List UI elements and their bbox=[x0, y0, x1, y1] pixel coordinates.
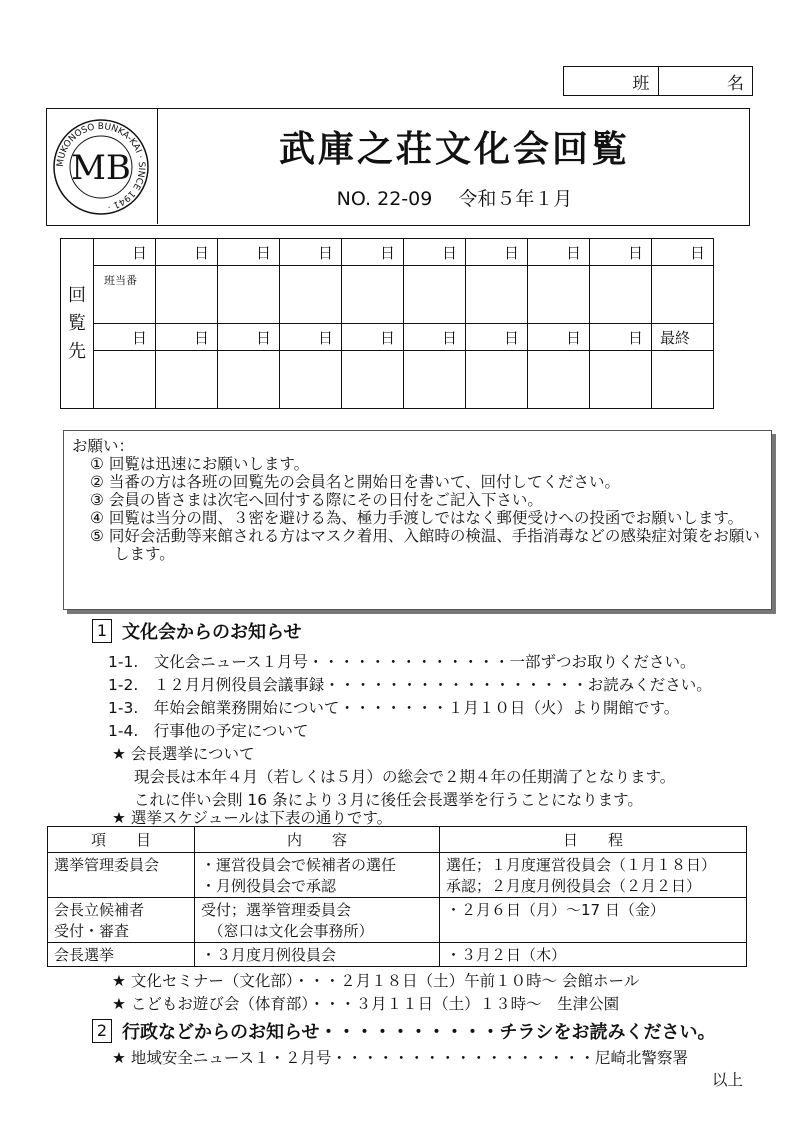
request-item: ① 回覧は迅速にお願いします。 bbox=[90, 455, 310, 473]
section1-title: 文化会からのお知らせ bbox=[122, 622, 302, 643]
name-slot[interactable] bbox=[466, 351, 528, 409]
table-row bbox=[48, 898, 747, 943]
requests-heading: お願い： bbox=[72, 437, 135, 455]
final-cell: 最終 bbox=[652, 324, 714, 351]
name-slot[interactable] bbox=[652, 351, 714, 409]
day-cell: 日 bbox=[466, 239, 528, 266]
event-line: ★ 文化セミナー（文化部）・・・２月１８日（土）午前１０時～ 会館ホール bbox=[112, 972, 640, 990]
requests-box bbox=[63, 430, 772, 610]
class-name-box bbox=[563, 66, 753, 96]
name-slot[interactable] bbox=[404, 351, 466, 409]
name-slot[interactable] bbox=[652, 266, 714, 324]
day-cell: 日 bbox=[404, 324, 466, 351]
table-row bbox=[48, 943, 747, 967]
logo-ring-text: MUKONOSO BUNKA-KAI · SINCE 1941 · bbox=[55, 121, 147, 212]
day-cell: 日 bbox=[590, 324, 652, 351]
day-cell: 日 bbox=[94, 324, 156, 351]
header-box bbox=[46, 108, 750, 226]
closing-text: 以上 bbox=[712, 1071, 744, 1089]
issue-line bbox=[167, 184, 742, 211]
circulation-side-label: 回 覧 先 bbox=[61, 239, 94, 409]
notice-line: 1-1. 文化会ニュース１月号・・・・・・・・・・・・・一部ずつお取りください。 bbox=[108, 653, 696, 671]
name-slot[interactable] bbox=[156, 266, 218, 324]
election-text: 現会長は本年４月（若しくは５月）の総会で２期４年の任期満了となります。 bbox=[134, 768, 676, 786]
logo-letters: MB bbox=[71, 148, 131, 188]
name-slot[interactable] bbox=[590, 351, 652, 409]
name-slot[interactable] bbox=[280, 266, 342, 324]
schedule-date: ・３月２日（木） bbox=[440, 943, 747, 967]
mb-logo bbox=[51, 117, 151, 217]
day-cell: 日 bbox=[466, 324, 528, 351]
section2-number: 2 bbox=[92, 1019, 112, 1043]
name-slot[interactable] bbox=[466, 266, 528, 324]
event-line: ★ こどもお遊び会（体育部）・・・３月１１日（土）１３時～ 生津公園 bbox=[112, 995, 620, 1013]
name-cell: 名 bbox=[658, 67, 753, 95]
section2-title: 行政などからのお知らせ・・・・・・・・・・チラシをお読みください。 bbox=[122, 1022, 716, 1043]
request-item: ④ 回覧は当分の間、３密を避ける為、極力手渡しではなく郵便受けへの投函でお願いします。 bbox=[90, 509, 744, 527]
notice-line: ★ 地域安全ニュース１・２月号・・・・・・・・・・・・・・・・・尼崎北警察署 bbox=[112, 1049, 689, 1067]
request-item: ⑤ 同好会活動等来館される方はマスク着用、入館時の検温、手指消毒などの感染症対策をお願いします。 bbox=[90, 527, 760, 563]
day-cell: 日 bbox=[528, 239, 590, 266]
day-cell: 日 bbox=[652, 239, 714, 266]
day-cell: 日 bbox=[156, 239, 218, 266]
day-cell: 日 bbox=[342, 324, 404, 351]
election-text: これに伴い会則 16 条により３月に後任会長選挙を行うことになります。 bbox=[134, 791, 643, 809]
logo-cell bbox=[47, 109, 158, 224]
day-cell: 日 bbox=[156, 324, 218, 351]
schedule-header: 項 目 bbox=[48, 827, 195, 853]
circulation-table bbox=[60, 238, 714, 409]
section1-number: 1 bbox=[92, 619, 112, 643]
duty-label: 班当番 bbox=[104, 274, 137, 287]
schedule-header: 内 容 bbox=[195, 827, 440, 853]
issue-date: 令和５年１月 bbox=[458, 188, 573, 210]
day-cell: 日 bbox=[342, 239, 404, 266]
name-slot[interactable] bbox=[218, 351, 280, 409]
schedule-content: 受付；選挙管理委員会 （窓口は文化会事務所） bbox=[195, 898, 440, 943]
name-slot[interactable] bbox=[590, 266, 652, 324]
schedule-item: 会長立候補者 受付・審査 bbox=[48, 898, 195, 943]
day-cell: 日 bbox=[590, 239, 652, 266]
name-slot[interactable] bbox=[342, 266, 404, 324]
schedule-header: 日 程 bbox=[440, 827, 747, 853]
schedule-date: ・２月６日（月）～17 日（金） bbox=[440, 898, 747, 943]
day-cell: 日 bbox=[218, 239, 280, 266]
name-slot[interactable] bbox=[404, 266, 466, 324]
day-cell: 日 bbox=[94, 239, 156, 266]
day-cell: 日 bbox=[280, 324, 342, 351]
name-slot[interactable] bbox=[342, 351, 404, 409]
page-title: 武庫之荘文化会回覧 bbox=[278, 129, 630, 170]
election-heading: ★ 会長選挙について bbox=[112, 745, 255, 763]
name-slot[interactable] bbox=[280, 351, 342, 409]
day-cell: 日 bbox=[528, 324, 590, 351]
notice-line: 1-2. １２月月例役員会議事録・・・・・・・・・・・・・・・・・お読みください。 bbox=[108, 676, 712, 694]
schedule-date: 選任；１月度運営役員会（１月１８日） 承認；２月度月例役員会（２月２日） bbox=[440, 853, 747, 898]
han-cell: 班 bbox=[632, 73, 650, 94]
schedule-item: 会長選挙 bbox=[48, 943, 195, 967]
name-slot[interactable] bbox=[218, 266, 280, 324]
schedule-item: 選挙管理委員会 bbox=[48, 853, 195, 898]
name-slot[interactable] bbox=[156, 351, 218, 409]
election-schedule-table bbox=[47, 826, 747, 967]
day-cell: 日 bbox=[218, 324, 280, 351]
schedule-content: ・運営役員会で候補者の選任 ・月例役員会で承認 bbox=[195, 853, 440, 898]
request-item: ③ 会員の皆さまは次宅へ回付する際にその日付をご記入下さい。 bbox=[90, 491, 543, 509]
section1-heading bbox=[92, 618, 301, 644]
request-item: ② 当番の方は各班の回覧先の会員名と開始日を書いて、回付してください。 bbox=[90, 473, 621, 491]
section2-heading bbox=[92, 1018, 715, 1044]
notice-line: 1-3. 年始会館業務開始について・・・・・・・１月１０日（火）より開館です。 bbox=[108, 699, 680, 717]
notice-line: 1-4. 行事他の予定について bbox=[108, 722, 309, 740]
table-row bbox=[48, 853, 747, 898]
day-cell: 日 bbox=[404, 239, 466, 266]
name-slot[interactable] bbox=[528, 266, 590, 324]
schedule-heading: ★ 選挙スケジュールは下表の通りです。 bbox=[112, 809, 393, 827]
schedule-content: ・３月度月例役員会 bbox=[195, 943, 440, 967]
name-slot[interactable] bbox=[94, 266, 156, 324]
day-cell: 日 bbox=[280, 239, 342, 266]
name-slot[interactable] bbox=[528, 351, 590, 409]
issue-number: NO. 22-09 bbox=[336, 188, 433, 210]
name-slot[interactable] bbox=[94, 351, 156, 409]
